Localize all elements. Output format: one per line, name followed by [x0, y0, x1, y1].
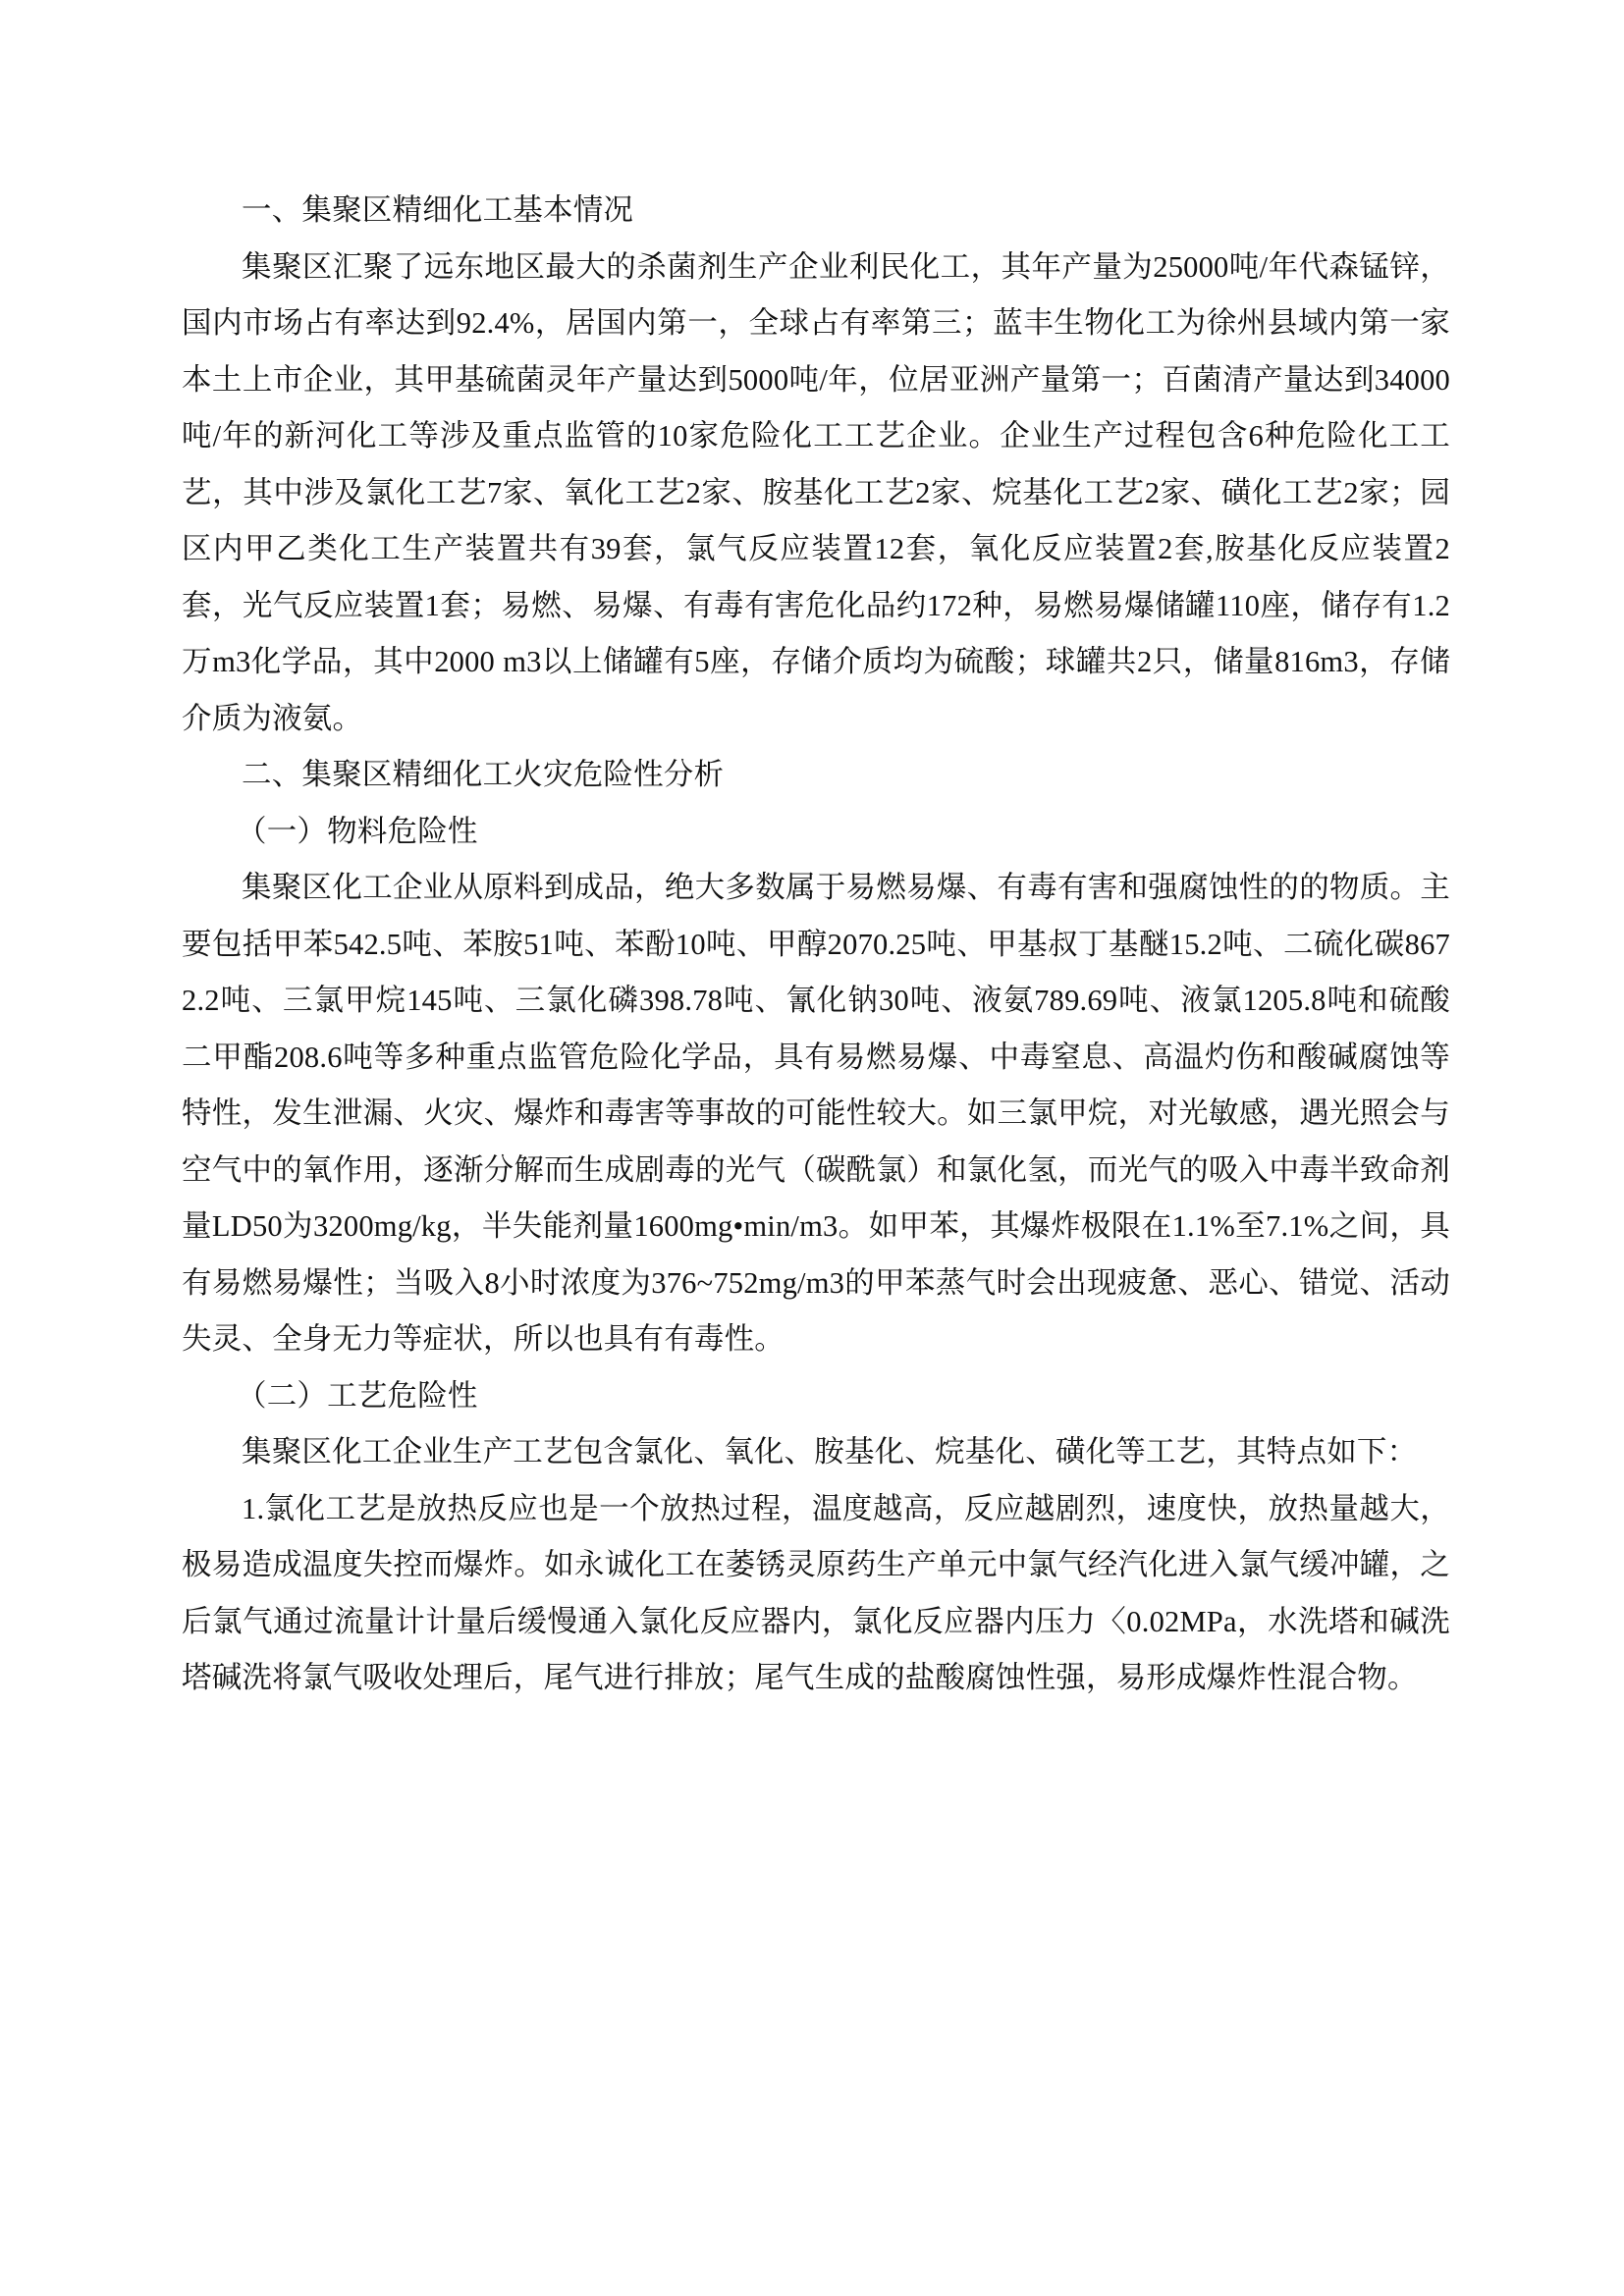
paragraph-process-overview: 集聚区化工企业生产工艺包含氯化、氧化、胺基化、烷基化、磺化等工艺，其特点如下：	[242, 1435, 1418, 1468]
paragraph-chlorination-process: 1.氯化工艺是放热反应也是一个放热过程，温度越高，反应越剧烈，速度快，放热量越大，极易造成温度失控而爆炸。如永诚化工在萎锈灵原药生产单元中氯气经汽化进入氯气缓冲罐，之后氯气通过流量计计量后缓慢通入氯化反应器内，氯化反应器内压力〈0.02MPa，水洗塔和碱洗塔碱洗将氯气吸收处理后，尾气进行排放；尾气生成的盐酸腐蚀性强，易形成爆炸性混合物。	[182, 1491, 1450, 1694]
document-body	[182, 183, 1450, 1707]
section-heading-two: 二、集聚区精细化工火灾危险性分析	[242, 758, 725, 791]
section-heading-one: 一、集聚区精细化工基本情况	[242, 193, 634, 227]
subsection-heading-process-hazard: （二）工艺危险性	[237, 1378, 478, 1413]
subsection-heading-material-hazard: （一）物料危险性	[237, 814, 478, 848]
paragraph-basic-situation: 集聚区汇聚了远东地区最大的杀菌剂生产企业利民化工，其年产量为25000吨/年代森锰锌，国内市场占有率达到92.4%，居国内第一，全球占有率第三；蓝丰生物化工为徐州县域内第一家本土上市企业，其甲基硫菌灵年产量达到5000吨/年，位居亚洲产量第一；百菌清产量达到34000吨/年的新河化工等涉及重点监管的10家危险化工工艺企业。企业生产过程包含6种危险化工工艺，其中涉及氯化工艺7家、氧化工艺2家、胺基化工艺2家、烷基化工艺2家、磺化工艺2家；园区内甲乙类化工生产装置共有39套，氯气反应装置12套，氧化反应装置2套,胺基化反应装置2套，光气反应装置1套；易燃、易爆、有毒有害危化品约172种，易燃易爆储罐110座，储存有1.2万m3化学品，其中2000 m3以上储罐有5座，存储介质均为硫酸；球罐共2只，储量816m3，存储介质为液氨。	[182, 249, 1450, 735]
paragraph-material-hazard: 集聚区化工企业从原料到成品，绝大多数属于易燃易爆、有毒有害和强腐蚀性的的物质。主要包括甲苯542.5吨、苯胺51吨、苯酚10吨、甲醇2070.25吨、甲基叔丁基醚15.2吨、二硫化碳8672.2吨、三氯甲烷145吨、三氯化磷398.78吨、氰化钠30吨、液氨789.69吨、液氯1205.8吨和硫酸二甲酯208.6吨等多种重点监管危险化学品，具有易燃易爆、中毒窒息、高温灼伤和酸碱腐蚀等特性，发生泄漏、火灾、爆炸和毒害等事故的可能性较大。如三氯甲烷，对光敏感，遇光照会与空气中的氧作用，逐渐分解而生成剧毒的光气（碳酰氯）和氯化氢，而光气的吸入中毒半致命剂量LD50为3200mg/kg，半失能剂量1600mg•min/m3。如甲苯，其爆炸极限在1.1%至7.1%之间，具有易燃易爆性；当吸入8小时浓度为376~752mg/m3的甲苯蒸气时会出现疲惫、恶心、错觉、活动失灵、全身无力等症状，所以也具有有毒性。	[182, 871, 1450, 1356]
